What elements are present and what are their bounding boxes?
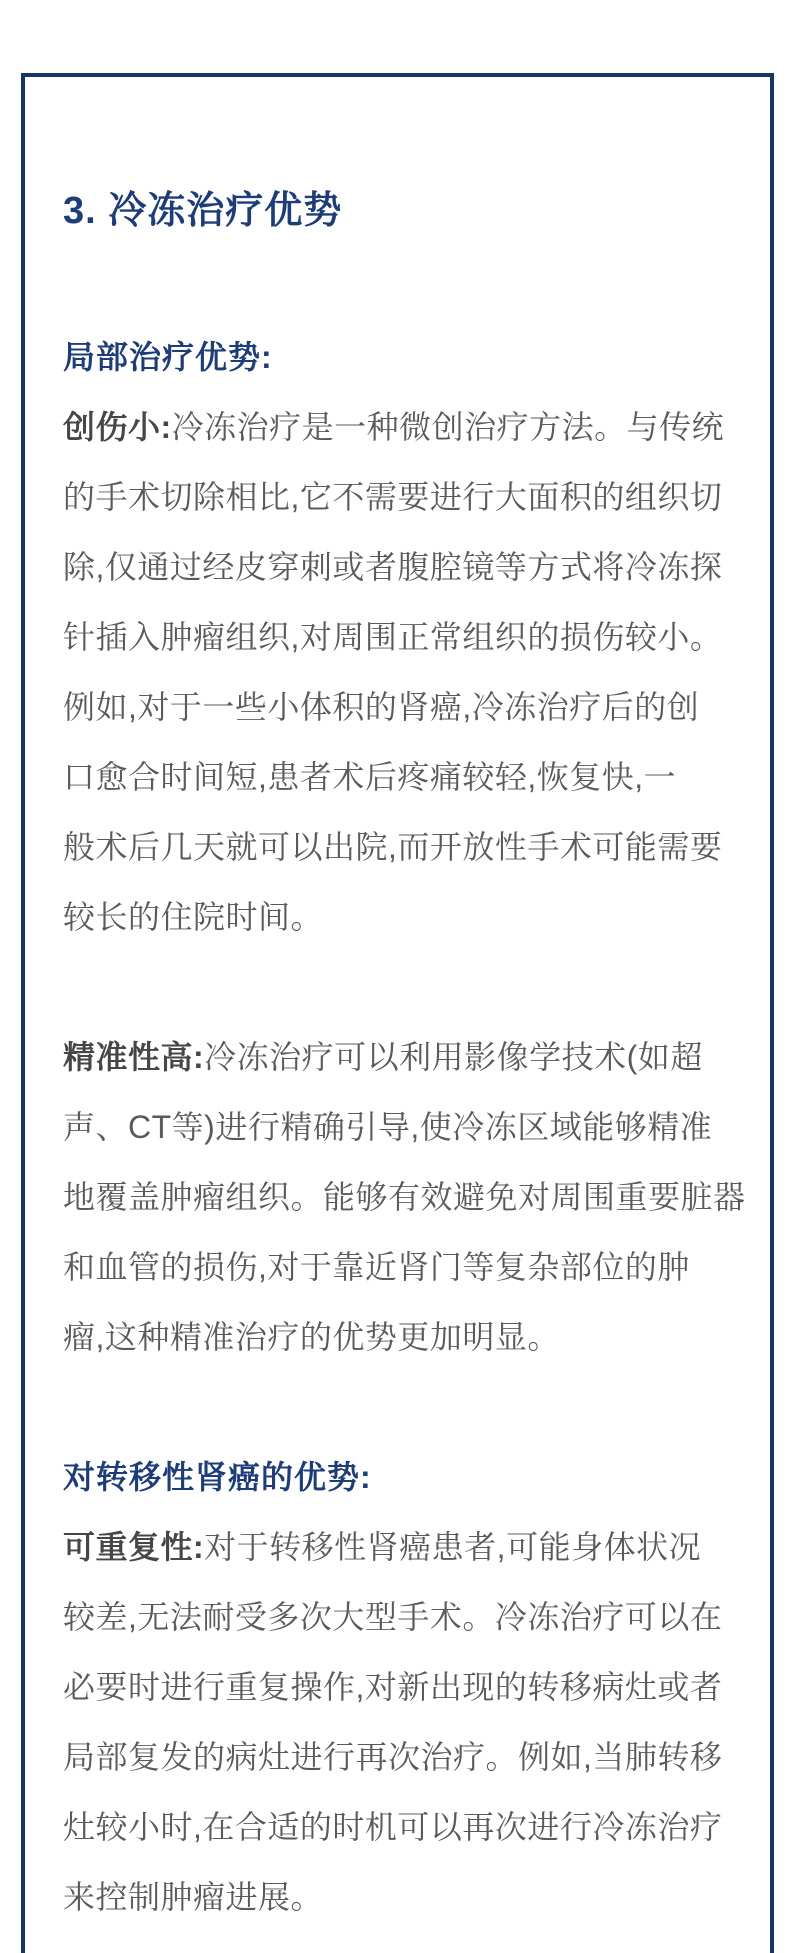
paragraph-line: 较差,无法耐受多次大型手术。冷冻治疗可以在: [63, 1599, 723, 1635]
page-title: 3. 冷冻治疗优势: [63, 190, 343, 232]
paragraph-line: 创伤小:冷冻治疗是一种微创治疗方法。与传统: [63, 409, 725, 445]
paragraph-line: 和血管的损伤,对于靠近肾门等复杂部位的肿: [63, 1249, 690, 1285]
paragraph-line: 例如,对于一些小体积的肾癌,冷冻治疗后的创: [63, 689, 700, 725]
paragraph-line: 的手术切除相比,它不需要进行大面积的组织切: [63, 479, 723, 515]
paragraph-line: 来控制肿瘤进展。: [63, 1879, 324, 1915]
paragraph-line: 较长的住院时间。: [63, 899, 324, 935]
paragraph-label: 精准性高:: [63, 1039, 205, 1075]
paragraph-line: 口愈合时间短,患者术后疼痛较轻,恢复快,一: [63, 759, 677, 795]
content-sections: [63, 322, 750, 1932]
section-heading: 对转移性肾癌的优势:: [63, 1459, 372, 1495]
document-frame: [21, 73, 774, 1953]
paragraph-line: 般术后几天就可以出院,而开放性手术可能需要: [63, 829, 723, 865]
paragraph-line: 地覆盖肿瘤组织。能够有效避免对周围重要脏器: [63, 1179, 746, 1215]
document-content: [25, 77, 770, 1932]
paragraph-line: 精准性高:冷冻治疗可以利用影像学技术(如超: [63, 1039, 703, 1075]
paragraph-line: 局部复发的病灶进行再次治疗。例如,当肺转移: [63, 1739, 723, 1775]
paragraph-line: 必要时进行重复操作,对新出现的转移病灶或者: [63, 1669, 723, 1705]
paragraph-gap: [63, 952, 750, 1022]
paragraph-gap: [63, 1372, 750, 1442]
paragraph-line: 声、CT等)进行精确引导,使冷冻区域能够精准: [63, 1109, 713, 1145]
section-heading: 局部治疗优势:: [63, 339, 273, 375]
paragraph-line: 瘤,这种精准治疗的优势更加明显。: [63, 1319, 560, 1355]
paragraph-line: 除,仅通过经皮穿刺或者腹腔镜等方式将冷冻探: [63, 549, 723, 585]
paragraph-label: 可重复性:: [63, 1529, 205, 1565]
paragraph-label: 创伤小:: [63, 409, 172, 445]
paragraph-line: 灶较小时,在合适的时机可以再次进行冷冻治疗: [63, 1809, 723, 1845]
paragraph-line: 针插入肿瘤组织,对周围正常组织的损伤较小。: [63, 619, 723, 655]
paragraph-line: 可重复性:对于转移性肾癌患者,可能身体状况: [63, 1529, 702, 1565]
